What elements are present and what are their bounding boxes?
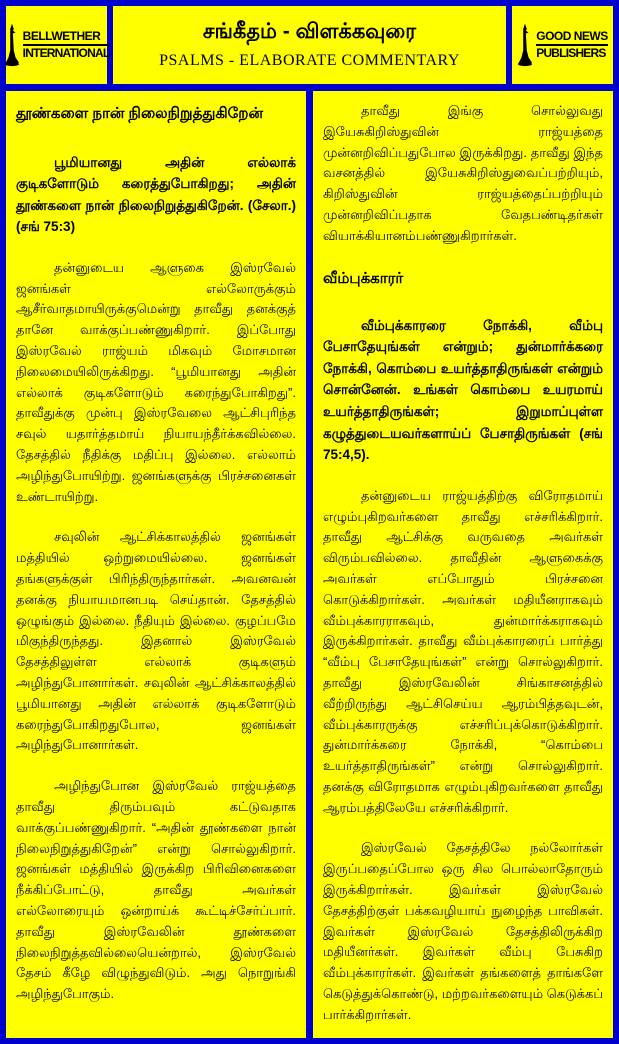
title-box	[113, 6, 506, 84]
good-news-logo	[512, 6, 613, 84]
commentary-paragraph: அழிந்துபோன இஸ்ரவேல் ராஜ்யத்தை தாவீது திரும்பவும் கட்டுவதாக வாக்குப்பண்ணுகிறார். “அதின் தூண்களை நான் நிலைநிறுத்துகிறேன்” என்று சொல்லுகிறார். ஜனங்கள் மத்தியில் இருக்கிற பிரிவினைகளை நீக்கிப்போட்டு, தாவீது அவர்கள் எல்லோரையும் ஒன்றாய்க் கூட்டிச்சேர்ப்பார். தாவீது இஸ்ரவேலின் தூண்களை நிலைநிறுத்தவில்லையென்றால், இஸ்ரவேல் தேசம் கீழே விழுந்துவிடும். அது நொறுங்கி அழிந்துபோகும்.	[16, 778, 296, 1002]
psalm-verse-75-3: பூமியானது அதின் எல்லாக் குடிகளோடும் கரைத்துபோகிறது; அதின் தூண்களை நான் நிலைநிறுத்துகிறேன். (சேலா.) (சங் 75:3)	[16, 154, 296, 235]
logo-line1: BELLWETHER	[23, 30, 110, 46]
commentary-paragraph: தன்னுடைய ராஜ்யத்திற்கு விரோதமாய் எழும்புகிறவர்களை தாவீது எச்சரிக்கிறார். தாவீது ஆட்சிக்கு வருவதை அவர்கள் விரும்பவில்லை. தாவீதின் ஆளுகைக்கு அவர்கள் எப்போதும் பிரச்சனை கொடுக்கிறார்கள். அவர்கள் மதியீனராகவும் வீம்புக்காரராகவும், துன்மார்க்கராகவும் இருக்கிறார்கள். தாவீது வீம்புக்காரரைப் பார்த்து “வீம்பு பேசாதேயுங்கள்” என்று சொல்லுகிறார். தாவீது இஸ்ரவேலின் சிங்காசனத்தில் வீற்றிருந்து ஆட்சிசெய்ய ஆரம்பித்தவுடன், வீம்புக்காரருக்கு எச்சரிப்புக்கொடுக்கிறார். துன்மார்க்கரை நோக்கி, “கொம்பை உயர்த்தாதிருங்கள்” என்று சொல்லுகிறார். தனக்கு விரோதமாக எழும்புகிறவர்களை தாவீது ஆரம்பத்திலேயே எச்சரிக்கிறார்.	[323, 487, 603, 815]
good-news-logo-text	[536, 30, 608, 59]
commentary-paragraph: சவுலின் ஆட்சிக்காலத்தில் ஜனங்கள் மத்தியில் ஒற்றுமையில்லை. ஜனங்கள் தங்களுக்குள் பிரிந்திருந்தார்கள். அவனவன் தனக்கு நியாயமானபடி செய்தான். தேசத்தில் ஒழுங்கும் இல்லை. நீதியும் இல்லை. குழப்பமே மிகுந்திருந்தது. இதனால் இஸ்ரவேல் தேசத்திலுள்ள எல்லாக் குடிகளும் அழிந்துபோனார்கள். சவுலின் ஆட்சிக்காலத்தில் பூமியானது அதின் எல்லாக் குடிகளோடும் கரைந்துபோகிறதுபோல, ஜனங்கள் அழிந்துபோனார்கள்.	[16, 529, 296, 753]
body	[6, 91, 613, 1038]
psalm-verse-75-4-5: வீம்புக்காரரை நோக்கி, வீம்பு பேசாதேயுங்கள் என்றும்; துன்மார்க்கரை நோக்கி, கொம்பை உயர்த்தாதிருங்கள் என்றும் சொன்னேன். உங்கள் கொம்பை உயரமாய் உயர்த்தாதிருங்கள்; இறுமாப்புள்ள கழுத்துடையவர்களாய்ப் பேசாதிருங்கள் (சங் 75:4,5).	[323, 317, 603, 463]
right-column-heading: வீம்புக்காரர்	[323, 269, 404, 287]
commentary-paragraph: தன்னுடைய ஆளுகை இஸ்ரவேல் ஜனங்கள் எல்லோருக்கும் ஆசீர்வாதமாயிருக்குமென்று தாவீது தனக்குத் தானே வாக்குப்பண்ணுகிறார். இப்போது இஸ்ரவேல் ராஜ்யம் மிகவும் மோசமான நிலைமையிலிருக்கிறது. “பூமியானது அதின் எல்லாக் குடிகளோடும் கரைந்துபோகிறது”. தாவீதுக்கு முன்பு இஸ்ரவேலை ஆட்சிபுரிந்த சவுல் யதார்த்தமாய் நியாயந்தீர்க்கவில்லை. தேசத்தில் நீதிக்கு மதிப்பு இல்லை. எல்லாம் அழிந்துபோயிற்று. ஜனங்களுக்கு பிரச்சனைகள் உண்டாயிற்று.	[16, 259, 296, 504]
header	[6, 6, 613, 84]
bellwether-logo	[6, 6, 110, 84]
left-column	[6, 91, 306, 1038]
commentary-paragraph: தாவீது இங்கு சொல்லுவது இயேசுகிறிஸ்துவின் ராஜ்யத்தை முன்னறிவிப்பதுபோல இருக்கிறது. தாவீது இந்த வசனத்தில் இயேசுகிறிஸ்துவைப்பற்றியும், கிறிஸ்துவின் ராஜ்யத்தைப்பற்றியும் முன்னறிவிப்பதாக வேதபண்டிதர்கள் வியாக்கியானம்பண்ணுகிறார்கள்.	[323, 103, 603, 243]
left-column-heading: தூண்களை நான் நிலைநிறுத்துகிறேன்	[16, 105, 264, 122]
statue-icon	[4, 23, 20, 67]
commentary-paragraph: இஸ்ரவேல் தேசத்திலே நல்லோர்கள் இருப்பதைப்போல ஒரு சில பொல்லாதோரும் இருக்கிறார்கள். இவர்கள் இஸ்ரவேல் தேசத்திற்குள் பக்கவழியாய் நுழைந்த பாவிகள். இவர்கள் இஸ்ரவேல் தேசத்திலிருக்கிற மதியீனர்கள். இவர்கள் வீம்பு பேசுகிற வீம்புக்காரர்கள். இவர்கள் தங்களைத் தாங்களே கெடுத்துக்கொண்டு, மற்றவர்களையும் கெடுக்கப் பார்க்கிறார்கள்.	[323, 840, 603, 1022]
page-title-english: PSALMS - ELABORATE COMMENTARY	[159, 52, 460, 69]
logo-line1: GOOD NEWS	[536, 30, 608, 46]
logo-line2: PUBLISHERS	[536, 46, 606, 60]
logo-line2: INTERNATIONAL	[22, 46, 110, 60]
right-column	[313, 91, 613, 1038]
page-title-tamil: சங்கீதம் - விளக்கவுரை	[202, 20, 417, 43]
bellwether-logo-text	[23, 30, 110, 59]
statue-icon	[517, 23, 533, 67]
